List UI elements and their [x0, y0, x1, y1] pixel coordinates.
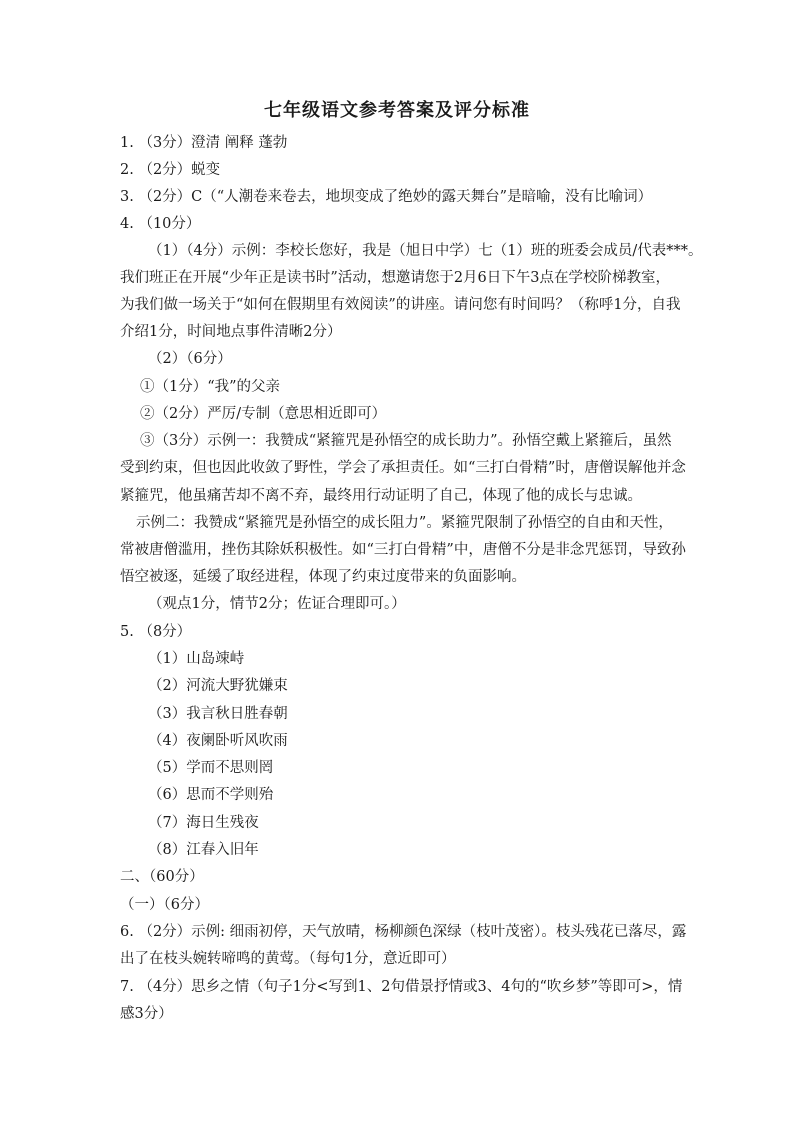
answer-line: （1）（4分）示例：李校长您好，我是（旭日中学）七（1）班的班委会成员/代表***。 — [148, 243, 703, 259]
answer-line: 7. （4分）思乡之情（句子1分<写到1、2句借景抒情或3、4句的“吹乡梦”等即可>，情 — [120, 979, 683, 995]
answer-line: 3. （2分）C（“人潮卷来卷去，地坝变成了绝妙的露天舞台”是暗喻，没有比喻词） — [120, 189, 653, 205]
answer-line: 出了在枝头婉转啼鸣的黄莺。（每句1分，意近即可） — [120, 951, 456, 967]
answer-line: 常被唐僧滥用，挫伤其除妖积极性。如“三打白骨精”中，唐僧不分是非念咒惩罚，导致孙 — [120, 542, 686, 558]
answer-line: （5）学而不思则罔 — [148, 760, 274, 776]
answer-line: 6. （2分）示例: 细雨初停，天气放晴，杨柳颜色深绿（枝叶茂密）。枝头残花已落尽，露 — [120, 924, 687, 940]
document-title: 七年级语文参考答案及评分标准 — [264, 100, 530, 121]
answer-line: （7）海日生残夜 — [148, 815, 259, 831]
section-heading: （一）（6分） — [120, 897, 209, 913]
answer-line: ③（3分）示例一：我赞成“紧箍咒是孙悟空的成长助力”。孙悟空戴上紧箍后，虽然 — [140, 433, 672, 449]
answer-line: ①（1分）“我”的父亲 — [140, 379, 281, 395]
answer-line: 受到约束，但也因此收敛了野性，学会了承担责任。如“三打白骨精”时，唐僧误解他并念 — [120, 460, 686, 476]
answer-line: （6）思而不学则殆 — [148, 787, 274, 803]
section-heading: 二、（60分） — [120, 869, 204, 885]
answer-line: 1. （3分）澄清 阐释 蓬勃 — [120, 135, 288, 151]
answer-line: （2）（6分） — [148, 351, 232, 367]
answer-line: （3）我言秋日胜春朝 — [148, 706, 288, 722]
answer-line: （2）河流大野犹嫌束 — [148, 678, 288, 694]
answer-line: （4）夜阑卧听风吹雨 — [148, 733, 288, 749]
answer-line: 5. （8分） — [120, 624, 192, 640]
answer-line: 介绍1分，时间地点事件清晰2分） — [120, 324, 342, 340]
answer-line: （8）江春入旧年 — [148, 842, 259, 858]
answer-line: 悟空被逐，延缓了取经进程，体现了约束过度带来的负面影响。 — [120, 569, 526, 585]
answer-line: 紧箍咒，他虽痛苦却不离不弃，最终用行动证明了自己，体现了他的成长与忠诚。 — [120, 488, 642, 504]
answer-line: 感3分） — [120, 1006, 173, 1022]
answer-line: ②（2分）严厉/专制（意思相近即可） — [140, 406, 387, 422]
answer-line: （1）山岛竦峙 — [148, 651, 245, 667]
answer-line: 示例二：我赞成“紧箍咒是孙悟空的成长阻力”。紧箍咒限制了孙悟空的自由和天性， — [136, 515, 673, 531]
answer-line: 我们班正在开展“少年正是读书时”活动，想邀请您于2月6日下午3点在学校阶梯教室， — [120, 270, 670, 286]
answer-line: 4. （10分） — [120, 216, 201, 232]
answer-line: 2. （2分）蜕变 — [120, 162, 221, 178]
answer-line: 为我们做一场关于“如何在假期里有效阅读”的讲座。请问您有时间吗？（称呼1分，自我 — [120, 297, 681, 313]
answer-line: （观点1分，情节2分；佐证合理即可。） — [148, 596, 406, 612]
